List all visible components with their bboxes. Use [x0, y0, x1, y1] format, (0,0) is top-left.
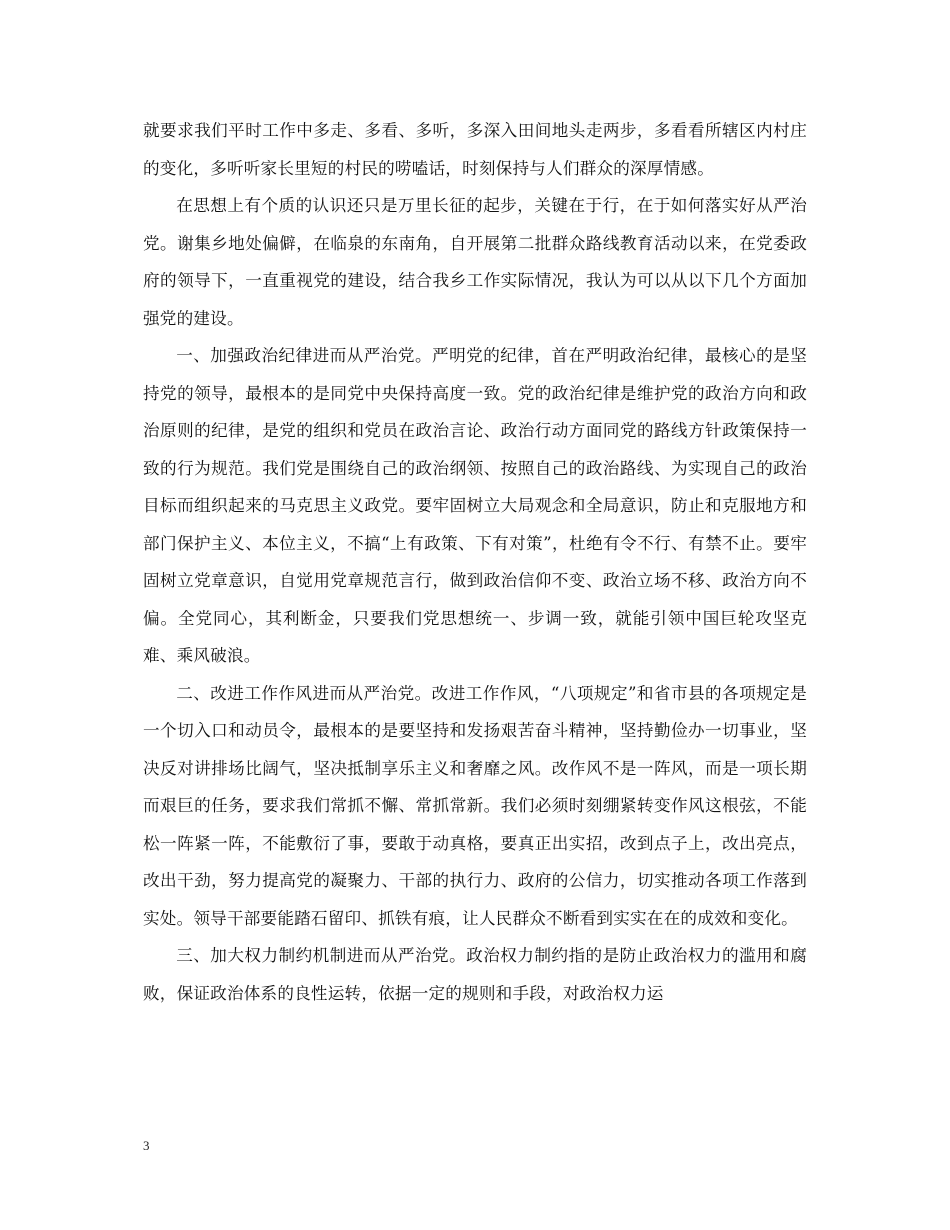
page-number: 3: [143, 1138, 150, 1153]
paragraph-1: 就要求我们平时工作中多走、多看、多听，多深入田间地头走两步，多看看所辖区内村庄的变化，多听听家长里短的村民的唠嗑话，时刻保持与人们群众的深厚情感。: [143, 121, 807, 178]
document-body: [143, 112, 807, 1012]
paragraph-4: 二、改进工作作风进而从严治党。改进工作作风，“八项规定”和省市县的各项规定是一个切入口和动员令，最根本的是要坚持和发扬艰苦奋斗精神，坚持勤俭办一切事业，坚决反对讲排场比阔气，坚决抵制享乐主义和奢靡之风。改作风不是一阵风，而是一项长期而艰巨的任务，要求我们常抓不懈、常抓常新。我们必须时刻绷紧转变作风这根弦，不能松一阵紧一阵，不能敷衍了事，要敢于动真格，要真正出实招，改到点子上，改出亮点，改出干劲，努力提高党的凝聚力、干部的执行力、政府的公信力，切实推动各项工作落到实处。领导干部要能踏石留印、抓铁有痕，让人民群众不断看到实实在在的成效和变化。: [143, 683, 807, 928]
paragraph-3: 一、加强政治纪律进而从严治党。严明党的纪律，首在严明政治纪律，最核心的是坚持党的领导，最根本的是同党中央保持高度一致。党的政治纪律是维护党的政治方向和政治原则的纪律，是党的组织和党员在政治言论、政治行动方面同党的路线方针政策保持一致的行为规范。我们党是围绕自己的政治纲领、按照自己的政治路线、为实现自己的政治目标而组织起来的马克思主义政党。要牢固树立大局观念和全局意识，防止和克服地方和部门保护主义、本位主义，不搞“上有政策、下有对策”，杜绝有令不行、有禁不止。要牢固树立党章意识，自觉用党章规范言行，做到政治信仰不变、政治立场不移、政治方向不偏。全党同心，其利断金，只要我们党思想统一、步调一致，就能引领中国巨轮攻坚克难、乘风破浪。: [143, 346, 807, 665]
paragraph-2: 在思想上有个质的认识还只是万里长征的起步，关键在于行，在于如何落实好从严治党。谢集乡地处偏僻，在临泉的东南角，自开展第二批群众路线教育活动以来，在党委政府的领导下，一直重视党的建设，结合我乡工作实际情况，我认为可以从以下几个方面加强党的建设。: [143, 196, 807, 328]
paragraph-5: 三、加大权力制约机制进而从严治党。政治权力制约指的是防止政治权力的滥用和腐败，保证政治体系的良性运转，依据一定的规则和手段，对政治权力运: [143, 946, 807, 1003]
